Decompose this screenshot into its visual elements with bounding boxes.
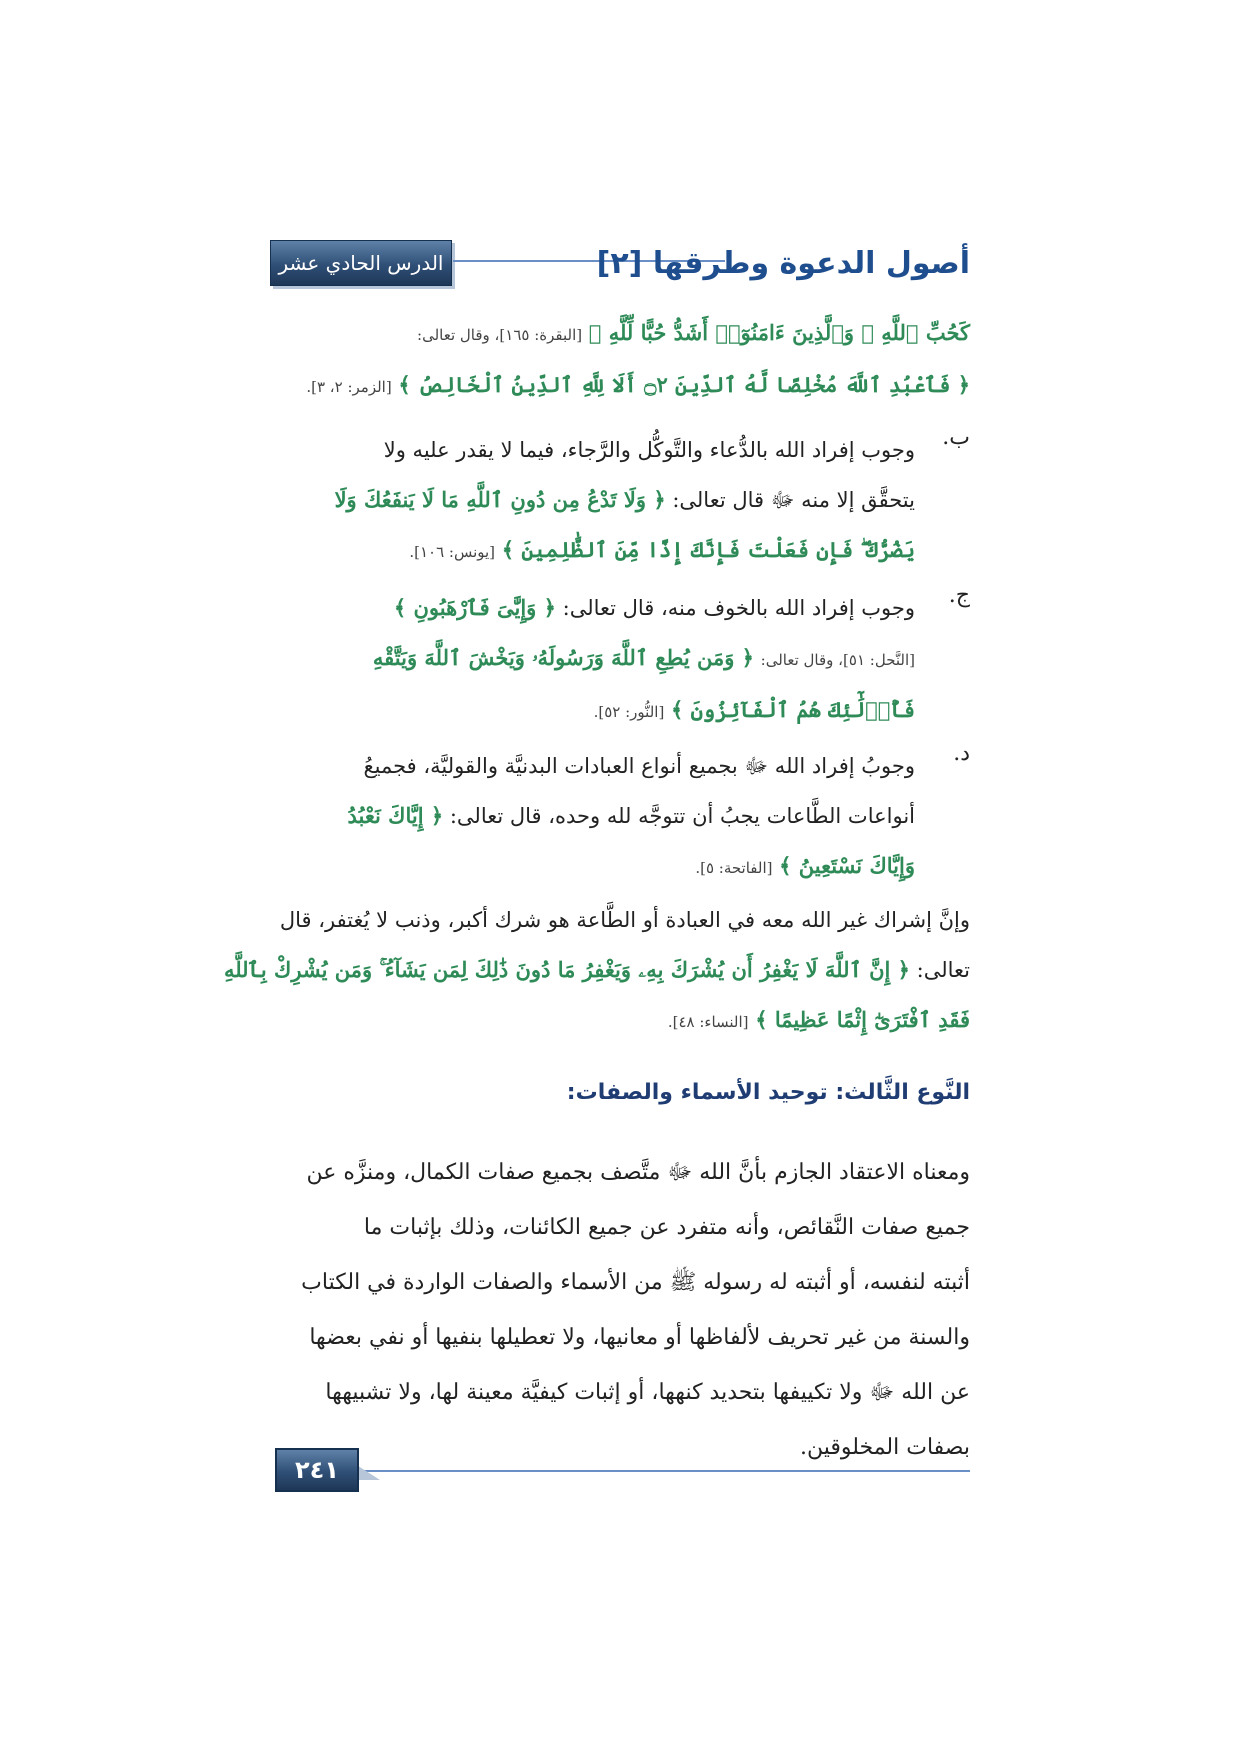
text-line: جميع صفات النَّقائص، وأنه متفرد عن جميع الكائنات، وذلك بإثبات ما	[363, 1215, 970, 1240]
quran-verse: ﴿ وَلَا تَدْعُ مِن دُونِ ٱللَّهِ مَا لَا يَنفَعُكَ وَلَا	[334, 487, 666, 512]
footer-divider	[360, 1470, 970, 1472]
body-text: أنواعات الطَّاعات يجبُ أن تتوجَّه لله وحده، قال تعالى:	[449, 804, 915, 828]
quran-verse: ﴿ إِنَّ ٱللَّهَ لَا يَغْفِرُ أَن يُشْرَكَ بِهِۦ وَيَغْفِرُ مَا دُونَ ذَٰلِكَ لِمَن يَشَآءُ ۚ وَمَن يُشْرِكْ بِٱللَّهِ	[223, 957, 910, 982]
text-line	[270, 475, 915, 525]
body-text: تعالى:	[916, 958, 970, 982]
quran-verse: وَإِيَّاكَ نَسْتَعِينُ ﴾	[779, 853, 915, 878]
verse-reference: [البقرة: ١٦٥]، وقال تعالى:	[417, 326, 583, 344]
verse-reference: [النَّحل: ٥١]، وقال تعالى:	[760, 651, 915, 669]
body-text: وجوب إفراد الله بالخوف منه، قال تعالى:	[562, 596, 915, 620]
intro-paragraph	[270, 308, 970, 412]
text-line: وجوب إفراد الله بالدُّعاء والتَّوكُّل والرَّجاء، فيما لا يقدر عليه ولا	[383, 438, 915, 462]
quran-verse: ﴿ فَٱعْبُدِ ٱللَّهَ مُخْلِصًا لَّهُ ٱلدِّينَ ۝٢ أَلَا لِلَّهِ ٱلدِّينُ ٱلْخَالِصُ ﴾	[398, 372, 970, 397]
list-marker: ب.	[942, 425, 970, 450]
list-item-body	[270, 741, 915, 893]
quran-verse: ﴿ إِيَّاكَ نَعْبُدُ	[347, 803, 444, 828]
text-line: وجوبُ إفراد الله ﷻ بجميع أنواع العبادات البدنيَّة والقوليَّة، فجميعُ	[363, 754, 915, 778]
quran-verse: فَقَدِ ٱفْتَرَىٰٓ إِثْمًا عَظِيمًا ﴾	[755, 1007, 970, 1032]
text-line	[270, 995, 970, 1047]
section-heading: النَّوع الثَّالث: توحيد الأسماء والصفات:	[566, 1080, 970, 1105]
list-item-body	[270, 425, 915, 577]
quran-verse: كَحُبِّ ٱللَّهِ ۖ وَٱلَّذِينَ ءَامَنُوٓا۟ أَشَدُّ حُبًّا لِّلَّهِ ﴾	[588, 320, 970, 345]
text-line	[270, 633, 915, 685]
lesson-badge: الدرس الحادي عشر	[270, 240, 452, 286]
text-line: والسنة من غير تحريف لألفاظها أو معانيها، ولا تعطيلها بنفيها أو نفي بعضها	[309, 1325, 970, 1350]
text-line: وإنَّ إشراك غير الله معه في العبادة أو الطَّاعة هو شرك أكبر، وذنب لا يُغتفر، قال	[279, 908, 970, 932]
shirk-paragraph	[223, 895, 970, 1047]
quran-verse: ﴿ وَإِيَّٰىَ فَٱرْهَبُونِ ﴾	[393, 595, 556, 620]
quran-verse: ﴿ وَمَن يُطِعِ ٱللَّهَ وَرَسُولَهُۥ وَيَخْشَ ٱللَّهَ وَيَتَّقْهِ	[372, 645, 754, 670]
text-line	[270, 685, 915, 737]
text-line: ومعناه الاعتقاد الجازم بأنَّ الله ﷻ متَّصف بجميع صفات الكمال، ومنزَّه عن	[306, 1160, 970, 1185]
book-title: أصول الدعوة وطرقها [٢]	[596, 246, 970, 281]
text-line	[270, 308, 970, 360]
verse-reference: [النُّور: ٥٢].	[593, 703, 665, 721]
text-line: بصفات المخلوقين.	[799, 1435, 970, 1460]
tawheed-paragraph	[270, 1145, 970, 1475]
body-text: يتحقَّق إلا منه ﷻ قال تعالى:	[672, 488, 915, 512]
text-line	[223, 945, 970, 995]
text-line: عن الله ﷻ ولا تكييفها بتحديد كنهها، أو إثبات كيفيَّة معينة لها، ولا تشبيهها	[325, 1380, 970, 1405]
verse-reference: [الفاتحة: ٥].	[695, 859, 773, 877]
text-line	[270, 791, 915, 841]
page-header	[270, 240, 970, 290]
list-marker: د.	[953, 741, 970, 766]
verse-reference: [الزمر: ٢، ٣].	[306, 378, 392, 396]
text-line	[270, 525, 915, 577]
list-item-body	[270, 583, 915, 737]
quran-verse: فَأُو۟لَٰٓئِكَ هُمُ ٱلْفَآئِزُونَ ﴾	[670, 697, 915, 722]
text-line: أثبته لنفسه، أو أثبته له رسوله ﷺ من الأسماء والصفات الواردة في الكتاب	[301, 1270, 970, 1295]
quran-verse: يَضُرُّكَ ۖ فَإِن فَعَلْتَ فَإِنَّكَ إِذًا مِّنَ ٱلظَّٰلِمِينَ ﴾	[501, 537, 915, 562]
text-line	[270, 841, 915, 893]
list-marker: ج.	[948, 583, 970, 608]
verse-reference: [يونس: ١٠٦].	[409, 543, 496, 561]
text-line	[270, 360, 970, 412]
page-number: ٢٤١	[275, 1448, 359, 1492]
verse-reference: [النساء: ٤٨].	[667, 1013, 749, 1031]
text-line	[270, 583, 915, 633]
